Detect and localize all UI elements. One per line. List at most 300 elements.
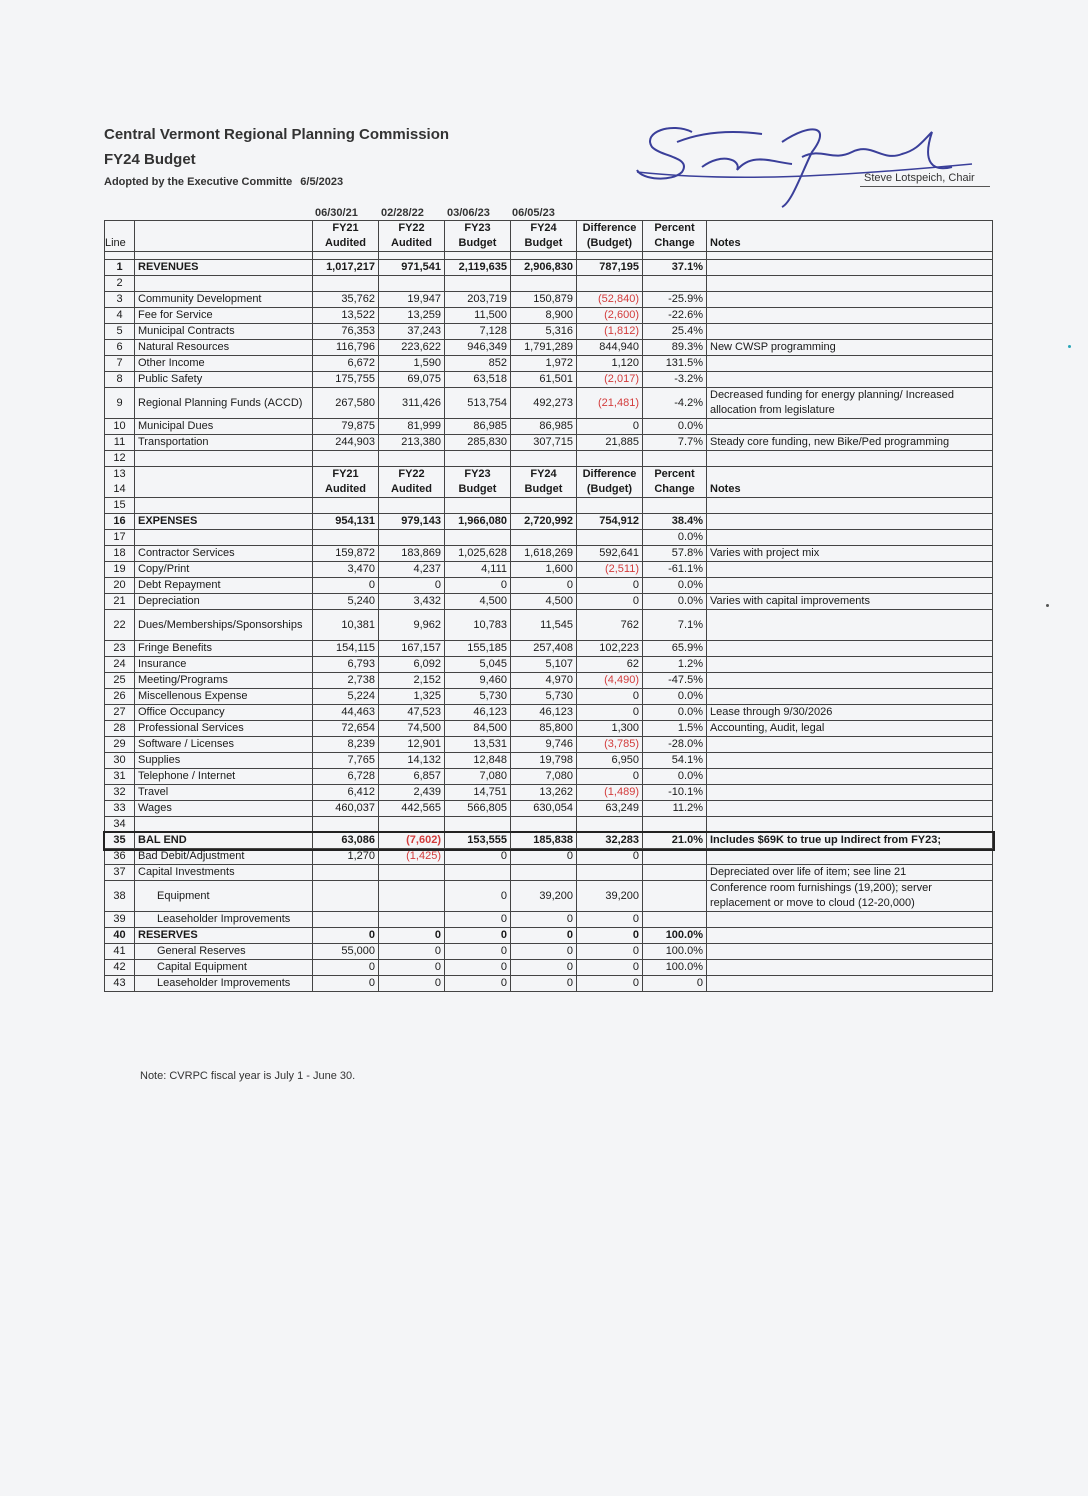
line-number: 17 (105, 530, 135, 546)
cell-fy21 (313, 530, 379, 546)
cell-fy23: 0 (445, 578, 511, 594)
cell-pct: 37.1% (643, 260, 707, 276)
cell-diff: 754,912 (577, 514, 643, 530)
cell-pct (643, 498, 707, 514)
cell-diff: (2,017) (577, 372, 643, 388)
cell-fy23: 1,966,080 (445, 514, 511, 530)
cell-diff: 32,283 (577, 833, 643, 849)
cell-pct: 57.8% (643, 546, 707, 562)
cell-fy21: 3,470 (313, 562, 379, 578)
cell-pct (643, 451, 707, 467)
header-fy21 (313, 467, 379, 498)
line-number: 23 (105, 641, 135, 657)
cell-diff: 39,200 (577, 881, 643, 912)
line-number: 18 (105, 546, 135, 562)
budget-row (105, 912, 993, 928)
line-number: 2 (105, 276, 135, 292)
cell-fy24: 39,200 (511, 881, 577, 912)
line-number: 6 (105, 340, 135, 356)
adopted-label: Adopted by the Executive Committe (104, 176, 293, 188)
row-notes (707, 308, 993, 324)
cell-diff: 0 (577, 769, 643, 785)
cell-fy23: 566,805 (445, 801, 511, 817)
cell-pct (643, 865, 707, 881)
cell-diff (577, 865, 643, 881)
cell-fy23: 4,111 (445, 562, 511, 578)
cell-fy24: 0 (511, 976, 577, 992)
row-notes (707, 578, 993, 594)
row-notes: Varies with capital improvements (707, 594, 993, 610)
line-number: 8 (105, 372, 135, 388)
cell-pct: -22.6% (643, 308, 707, 324)
budget-row (105, 833, 993, 849)
spacer-cell (643, 252, 707, 260)
cell-diff: 0 (577, 976, 643, 992)
budget-row (105, 689, 993, 705)
budget-row (105, 865, 993, 881)
row-label: REVENUES (135, 260, 313, 276)
cell-fy22: 2,439 (379, 785, 445, 801)
cell-fy23: 63,518 (445, 372, 511, 388)
row-label: Capital Equipment (135, 960, 313, 976)
cell-fy21: 63,086 (313, 833, 379, 849)
line-number: 14 (113, 483, 126, 495)
cell-diff: (3,785) (577, 737, 643, 753)
row-label: BAL END (135, 833, 313, 849)
cell-fy23 (445, 451, 511, 467)
cell-fy21 (313, 865, 379, 881)
cell-fy21: 8,239 (313, 737, 379, 753)
budget-row (105, 419, 993, 435)
cell-diff: 0 (577, 849, 643, 865)
cell-fy22 (379, 881, 445, 912)
adopted-line (104, 176, 343, 188)
cell-diff: 1,300 (577, 721, 643, 737)
cell-fy24 (511, 276, 577, 292)
header-diff (577, 221, 643, 252)
cell-fy24: 150,879 (511, 292, 577, 308)
cell-fy24: 2,906,830 (511, 260, 577, 276)
header-diff-top: Difference (582, 222, 637, 234)
row-notes (707, 737, 993, 753)
cell-diff: 6,950 (577, 753, 643, 769)
cell-diff (577, 451, 643, 467)
line-number: 24 (105, 657, 135, 673)
budget-row (105, 976, 993, 992)
budget-row (105, 340, 993, 356)
row-notes (707, 657, 993, 673)
budget-row (105, 578, 993, 594)
row-label: Travel (135, 785, 313, 801)
row-notes (707, 610, 993, 641)
cell-fy22: 6,092 (379, 657, 445, 673)
cell-fy21: 6,412 (313, 785, 379, 801)
cell-fy24: 307,715 (511, 435, 577, 451)
cell-pct: 1.2% (643, 657, 707, 673)
cell-pct: 0.0% (643, 689, 707, 705)
cell-pct (643, 276, 707, 292)
cell-pct: -4.2% (643, 388, 707, 419)
cell-fy22: 12,901 (379, 737, 445, 753)
spacer-cell (577, 252, 643, 260)
line-number: 39 (105, 912, 135, 928)
budget-row (105, 721, 993, 737)
scan-speck (1068, 345, 1071, 348)
row-notes (707, 562, 993, 578)
row-label (135, 451, 313, 467)
row-label: Wages (135, 801, 313, 817)
cell-fy22: 0 (379, 578, 445, 594)
budget-row (105, 673, 993, 689)
cell-diff: (21,481) (577, 388, 643, 419)
cell-pct: 7.7% (643, 435, 707, 451)
line-number: 43 (105, 976, 135, 992)
row-label: Insurance (135, 657, 313, 673)
row-label: Telephone / Internet (135, 769, 313, 785)
cell-diff (577, 276, 643, 292)
row-notes (707, 912, 993, 928)
cell-diff: (1,489) (577, 785, 643, 801)
line-number: 36 (105, 849, 135, 865)
budget-row (105, 737, 993, 753)
cell-fy23: 155,185 (445, 641, 511, 657)
cell-fy22: 442,565 (379, 801, 445, 817)
cell-diff: 0 (577, 594, 643, 610)
cell-fy24: 5,316 (511, 324, 577, 340)
cell-diff: 0 (577, 912, 643, 928)
budget-row (105, 594, 993, 610)
cell-fy23: 5,045 (445, 657, 511, 673)
budget-row (105, 562, 993, 578)
header-pct (643, 221, 707, 252)
cell-fy24 (511, 530, 577, 546)
header-pct-bottom: Change (654, 483, 695, 495)
cell-fy24: 19,798 (511, 753, 577, 769)
row-notes (707, 944, 993, 960)
cell-fy22 (379, 912, 445, 928)
cell-fy23: 0 (445, 912, 511, 928)
line-number: 4 (105, 308, 135, 324)
budget-row (105, 514, 993, 530)
row-label: Equipment (135, 881, 313, 912)
line-number: 41 (105, 944, 135, 960)
cell-fy22 (379, 530, 445, 546)
cell-fy23: 0 (445, 960, 511, 976)
cell-fy23: 4,500 (445, 594, 511, 610)
row-label: EXPENSES (135, 514, 313, 530)
cell-pct: 0.0% (643, 578, 707, 594)
row-notes (707, 419, 993, 435)
cell-fy21: 35,762 (313, 292, 379, 308)
cell-fy24: 1,618,269 (511, 546, 577, 562)
cell-fy21: 2,738 (313, 673, 379, 689)
cell-fy23: 2,119,635 (445, 260, 511, 276)
row-label: Miscellenous Expense (135, 689, 313, 705)
cell-diff: 102,223 (577, 641, 643, 657)
line-number: 31 (105, 769, 135, 785)
line-number: 25 (105, 673, 135, 689)
budget-row (105, 324, 993, 340)
row-label: Fringe Benefits (135, 641, 313, 657)
row-notes (707, 849, 993, 865)
cell-pct: 1.5% (643, 721, 707, 737)
column-header-row (105, 221, 993, 252)
cell-fy21: 460,037 (313, 801, 379, 817)
cell-diff: 0 (577, 944, 643, 960)
row-notes (707, 785, 993, 801)
line-header: Line (105, 221, 135, 252)
budget-row (105, 546, 993, 562)
header-fy22-top: FY22 (398, 222, 425, 234)
row-notes: New CWSP programming (707, 340, 993, 356)
spacer-cell (445, 252, 511, 260)
line-number: 29 (105, 737, 135, 753)
budget-row (105, 356, 993, 372)
row-label (135, 276, 313, 292)
row-notes: Varies with project mix (707, 546, 993, 562)
signatory-name: Steve Lotspeich, Chair (864, 172, 975, 184)
cell-pct: 0.0% (643, 419, 707, 435)
cell-fy23: 1,025,628 (445, 546, 511, 562)
row-label: Other Income (135, 356, 313, 372)
cell-fy24: 8,900 (511, 308, 577, 324)
line-number: 27 (105, 705, 135, 721)
header-pct-bottom: Change (654, 237, 695, 249)
cell-fy23 (445, 276, 511, 292)
cell-fy21 (313, 498, 379, 514)
budget-row (105, 498, 993, 514)
cell-fy23 (445, 865, 511, 881)
cell-fy22: 3,432 (379, 594, 445, 610)
line-number: 35 (105, 833, 135, 849)
cell-fy21: 6,728 (313, 769, 379, 785)
line-number: 42 (105, 960, 135, 976)
cell-diff: 0 (577, 705, 643, 721)
row-notes: Accounting, Audit, legal (707, 721, 993, 737)
row-notes (707, 753, 993, 769)
budget-row (105, 801, 993, 817)
line-number: 20 (105, 578, 135, 594)
cell-fy24: 0 (511, 578, 577, 594)
line-number: 22 (105, 610, 135, 641)
cell-fy23: 0 (445, 944, 511, 960)
cell-fy24: 630,054 (511, 801, 577, 817)
header-notes: Notes (707, 221, 993, 252)
row-notes: Conference room furnishings (19,200); server replacement or move to cloud (12-20,000) (707, 881, 993, 912)
cell-fy21: 0 (313, 928, 379, 944)
cell-fy21: 79,875 (313, 419, 379, 435)
header-fy24 (511, 221, 577, 252)
cell-fy23 (445, 817, 511, 833)
row-label: Community Development (135, 292, 313, 308)
cell-fy23: 7,128 (445, 324, 511, 340)
cell-fy23: 203,719 (445, 292, 511, 308)
row-label (135, 498, 313, 514)
signature-line (860, 186, 990, 187)
line-number: 10 (105, 419, 135, 435)
cell-fy21 (313, 881, 379, 912)
header-fy23-top: FY23 (464, 222, 491, 234)
cell-fy21: 244,903 (313, 435, 379, 451)
row-notes (707, 514, 993, 530)
cell-fy24: 85,800 (511, 721, 577, 737)
header-fy23-bottom: Budget (458, 237, 497, 249)
line-number: 37 (105, 865, 135, 881)
line-number: 19 (105, 562, 135, 578)
cell-pct: 0 (643, 976, 707, 992)
row-label: Professional Services (135, 721, 313, 737)
spacer-cell (379, 252, 445, 260)
line-number: 16 (105, 514, 135, 530)
line-number: 33 (105, 801, 135, 817)
cell-fy21: 954,131 (313, 514, 379, 530)
line-number: 13 (113, 468, 126, 480)
header-notes: Notes (707, 467, 993, 498)
header-fy22-bottom: Audited (391, 237, 432, 249)
cell-diff: 0 (577, 689, 643, 705)
row-notes (707, 689, 993, 705)
cell-fy22: 0 (379, 928, 445, 944)
cell-diff: 62 (577, 657, 643, 673)
budget-row (105, 705, 993, 721)
row-notes (707, 530, 993, 546)
budget-row (105, 817, 993, 833)
cell-diff: 0 (577, 578, 643, 594)
cell-diff: (52,840) (577, 292, 643, 308)
row-notes (707, 801, 993, 817)
cell-fy24: 0 (511, 849, 577, 865)
cell-fy24: 11,545 (511, 610, 577, 641)
header-fy23-bottom: Budget (458, 483, 497, 495)
row-label: Bad Debit/Adjustment (135, 849, 313, 865)
header-fy24 (511, 467, 577, 498)
budget-row (105, 641, 993, 657)
budget-row (105, 785, 993, 801)
line-number: 9 (105, 388, 135, 419)
line-number: 32 (105, 785, 135, 801)
cell-pct (643, 817, 707, 833)
cell-diff: 844,940 (577, 340, 643, 356)
row-notes (707, 356, 993, 372)
budget-row (105, 928, 993, 944)
cell-fy22: 6,857 (379, 769, 445, 785)
signature-icon (632, 112, 992, 212)
row-notes (707, 817, 993, 833)
cell-fy23: 14,751 (445, 785, 511, 801)
row-notes (707, 641, 993, 657)
date-fy22: 02/28/22 (381, 207, 424, 219)
cell-diff (577, 498, 643, 514)
cell-diff: (2,511) (577, 562, 643, 578)
cell-fy21: 6,793 (313, 657, 379, 673)
header-diff-top: Difference (582, 468, 637, 480)
cell-fy24: 1,972 (511, 356, 577, 372)
row-label: RESERVES (135, 928, 313, 944)
line-number: 5 (105, 324, 135, 340)
row-notes: Decreased funding for energy planning/ Increased allocation from legislature (707, 388, 993, 419)
budget-row (105, 372, 993, 388)
budget-row (105, 769, 993, 785)
budget-row (105, 960, 993, 976)
cell-diff: 0 (577, 960, 643, 976)
cell-fy23: 0 (445, 881, 511, 912)
header-fy22-bottom: Audited (391, 483, 432, 495)
cell-fy24: 4,500 (511, 594, 577, 610)
row-notes (707, 498, 993, 514)
cell-fy24 (511, 498, 577, 514)
row-label: Public Safety (135, 372, 313, 388)
cell-fy21: 72,654 (313, 721, 379, 737)
cell-fy23 (445, 498, 511, 514)
cell-pct: 100.0% (643, 928, 707, 944)
row-label: Contractor Services (135, 546, 313, 562)
row-notes: Lease through 9/30/2026 (707, 705, 993, 721)
budget-row (105, 610, 993, 641)
cell-fy24: 86,985 (511, 419, 577, 435)
header-fy22-top: FY22 (398, 468, 425, 480)
cell-fy23 (445, 530, 511, 546)
row-notes: Depreciated over life of item; see line 21 (707, 865, 993, 881)
row-label (135, 817, 313, 833)
cell-fy24: 7,080 (511, 769, 577, 785)
row-label: Office Occupancy (135, 705, 313, 721)
cell-fy22: 1,325 (379, 689, 445, 705)
header-fy24-top: FY24 (530, 222, 557, 234)
row-label: Depreciation (135, 594, 313, 610)
budget-row (105, 881, 993, 912)
row-label: Capital Investments (135, 865, 313, 881)
cell-fy22: 223,622 (379, 340, 445, 356)
cell-fy21: 55,000 (313, 944, 379, 960)
cell-fy21 (313, 451, 379, 467)
spacer-row (105, 252, 993, 260)
cell-diff: 0 (577, 419, 643, 435)
cell-fy24: 492,273 (511, 388, 577, 419)
cell-fy24: 2,720,992 (511, 514, 577, 530)
cell-fy21: 7,765 (313, 753, 379, 769)
cell-fy22: 69,075 (379, 372, 445, 388)
row-notes (707, 673, 993, 689)
row-notes: Steady core funding, new Bike/Ped programming (707, 435, 993, 451)
row-notes (707, 451, 993, 467)
cell-fy21: 154,115 (313, 641, 379, 657)
cell-fy24: 1,600 (511, 562, 577, 578)
cell-fy22: 81,999 (379, 419, 445, 435)
cell-pct: 131.5% (643, 356, 707, 372)
cell-fy21: 116,796 (313, 340, 379, 356)
cell-fy24: 5,107 (511, 657, 577, 673)
scan-speck (1046, 604, 1049, 607)
row-label: Regional Planning Funds (ACCD) (135, 388, 313, 419)
cell-fy21 (313, 276, 379, 292)
line-number: 11 (105, 435, 135, 451)
cell-fy24: 46,123 (511, 705, 577, 721)
cell-fy22: 0 (379, 944, 445, 960)
budget-row (105, 657, 993, 673)
label-header (135, 221, 313, 252)
cell-fy24: 61,501 (511, 372, 577, 388)
cell-fy22: (7,602) (379, 833, 445, 849)
header-pct-top: Percent (654, 468, 695, 480)
spacer-cell (313, 252, 379, 260)
budget-table (104, 220, 993, 992)
budget-row (105, 260, 993, 276)
cell-fy23: 84,500 (445, 721, 511, 737)
row-notes (707, 292, 993, 308)
line-number: 7 (105, 356, 135, 372)
date-fy23: 03/06/23 (447, 207, 490, 219)
cell-fy21: 44,463 (313, 705, 379, 721)
